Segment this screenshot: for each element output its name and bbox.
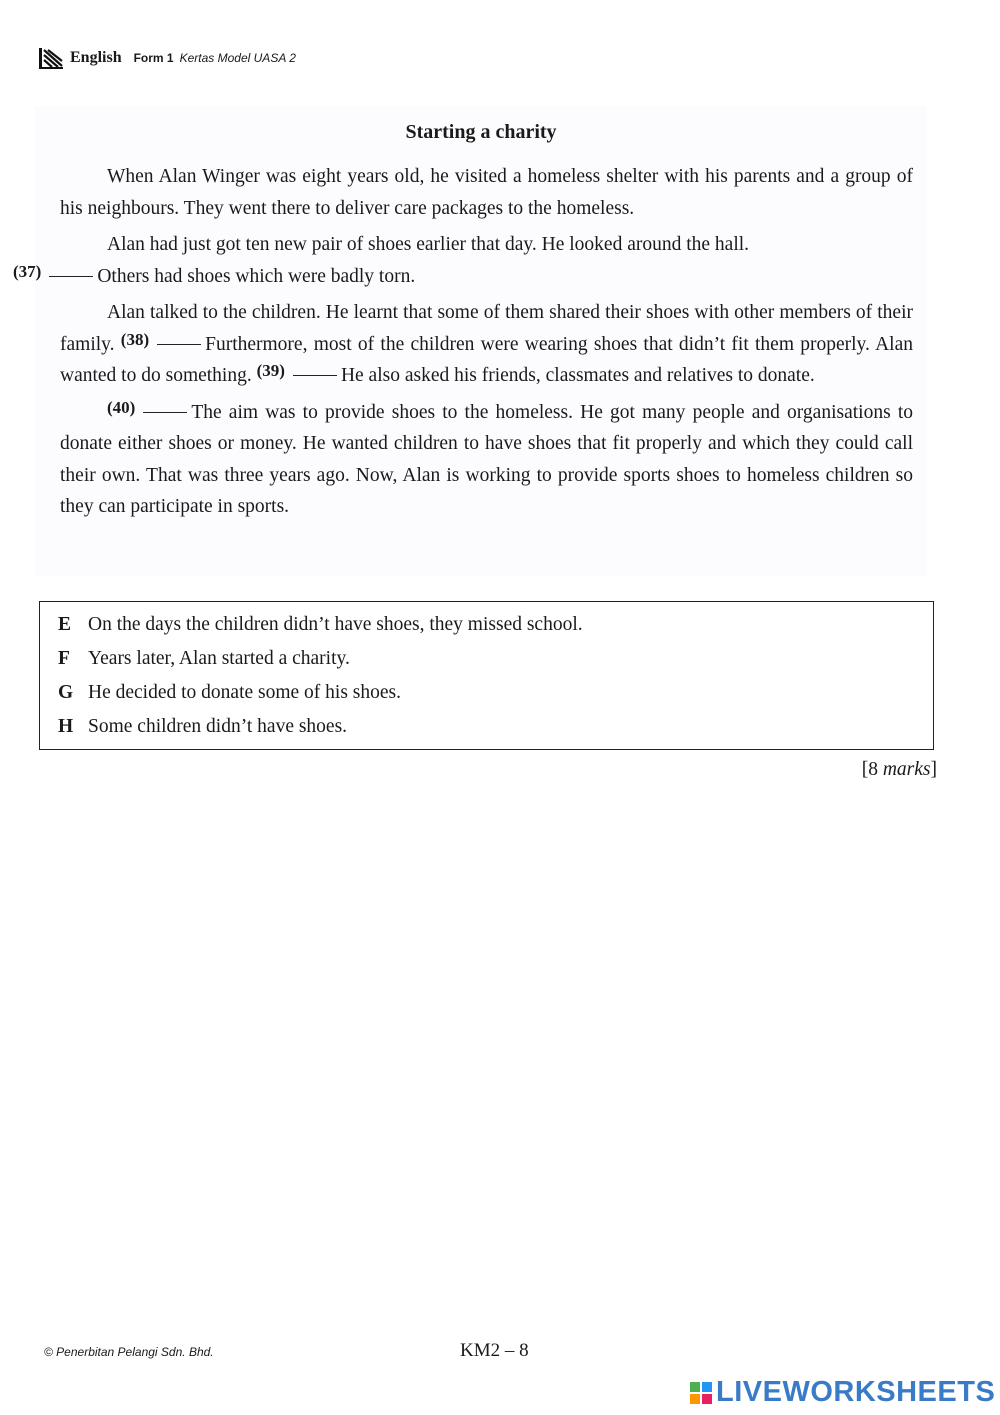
blank-40[interactable] bbox=[143, 411, 187, 413]
option-letter: G bbox=[58, 682, 74, 703]
copyright-text: © Penerbitan Pelangi Sdn. Bhd. bbox=[44, 1345, 214, 1359]
page-number: KM2 – 8 bbox=[460, 1340, 529, 1361]
paragraph-2-text-b: Others had shoes which were badly torn. bbox=[97, 265, 416, 287]
question-40-label: (40) bbox=[107, 397, 136, 417]
passage-title: Starting a charity bbox=[405, 121, 557, 143]
blank-38[interactable] bbox=[157, 343, 201, 345]
option-text: Some children didn’t have shoes. bbox=[88, 716, 348, 737]
liveworksheets-watermark bbox=[690, 1376, 995, 1409]
question-37-label: (37) bbox=[13, 261, 42, 281]
paragraph-2 bbox=[13, 229, 913, 292]
option-text: Years later, Alan started a charity. bbox=[88, 648, 350, 669]
blank-37[interactable] bbox=[49, 275, 93, 277]
paper-label: Kertas Model UASA 2 bbox=[179, 51, 296, 65]
paragraph-3-text-a: Alan talked to the children. He learnt that some of them shared their shoes with other members of their family. bbox=[60, 302, 913, 355]
blank-39[interactable] bbox=[293, 374, 337, 376]
paragraph-2-text-a: Alan had just got ten new pair of shoes earlier that day. He looked around the hall. bbox=[107, 234, 750, 255]
option-e bbox=[58, 614, 583, 636]
question-38-label: (38) bbox=[120, 329, 150, 349]
paragraph-4-text: The aim was to provide shoes to the homeless. He got many people and organisations to donate either shoes or money. He wanted children to have shoes that fit properly and which they could call their own. That was three years ago. Now, Alan is working to provide sports shoes to homeless children so they can participate in sports. bbox=[60, 401, 913, 517]
marks-word: marks bbox=[882, 759, 931, 780]
option-letter: F bbox=[58, 648, 70, 669]
option-h bbox=[58, 716, 347, 738]
paragraph-3-text-c: He also asked his friends, classmates and relatives to donate. bbox=[340, 365, 815, 386]
paragraph-3 bbox=[60, 297, 913, 392]
marks-label bbox=[862, 759, 937, 781]
paragraph-3-text-b: Furthermore, most of the children were wearing shoes that didn’t fit them properly. Alan wanted to do something. bbox=[60, 333, 913, 386]
question-39-label: (39) bbox=[256, 361, 285, 380]
watermark-text: LIVEWORKSHEETS bbox=[716, 1376, 996, 1408]
option-letter: E bbox=[58, 614, 72, 635]
marks-open: [8 bbox=[861, 759, 883, 780]
marks-close: ] bbox=[930, 759, 937, 780]
option-text: On the days the children didn’t have shoes, they missed school. bbox=[88, 614, 583, 635]
paragraph-4 bbox=[60, 397, 913, 523]
form-label: Form 1 bbox=[133, 51, 174, 65]
liveworksheets-logo-icon bbox=[690, 1382, 712, 1404]
option-text: He decided to donate some of his shoes. bbox=[88, 682, 402, 703]
page-header bbox=[38, 44, 296, 72]
paragraph-1 bbox=[60, 161, 913, 224]
option-letter: H bbox=[58, 716, 74, 737]
publisher-logo-icon bbox=[38, 46, 64, 70]
paragraph-1-text: When Alan Winger was eight years old, he visited a homeless shelter with his parents and a group of his neighbours. They went there to deliver care packages to the homeless. bbox=[60, 166, 913, 219]
option-f bbox=[58, 648, 350, 670]
option-g bbox=[58, 682, 401, 704]
options-box bbox=[39, 601, 934, 750]
subject-label: English bbox=[70, 49, 122, 66]
passage-text bbox=[13, 161, 913, 528]
